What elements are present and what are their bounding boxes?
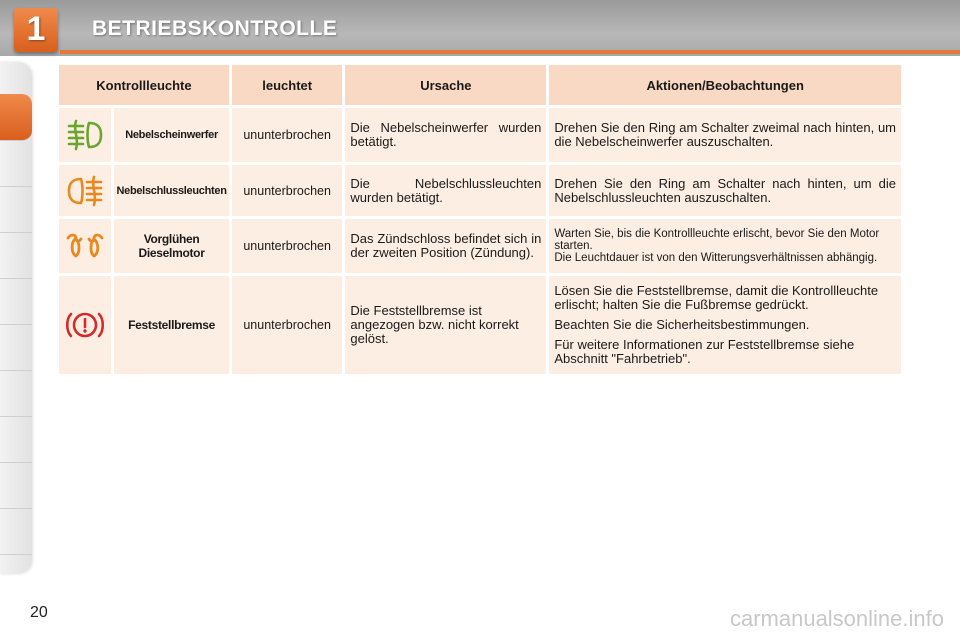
rear-fog-lamp-icon [59, 165, 111, 216]
row-cause: Die Nebelscheinwerfer wurden betätigt. [345, 108, 546, 162]
row-label: Nebelschlussleuchten [114, 165, 229, 216]
header-accent-line [60, 50, 960, 54]
row-label: Feststellbremse [114, 276, 229, 374]
table-header-row [59, 65, 901, 105]
row-cause: Die Nebelschlussleuchten wurden betätigt. [345, 165, 546, 216]
page-title: BETRIEBSKONTROLLE [92, 17, 338, 40]
row-label: Nebelscheinwerfer [114, 108, 229, 162]
chapter-tab [14, 8, 58, 52]
watermark: carmanualsonline.info [729, 606, 944, 631]
row-cause: Die Feststellbremse ist angezogen bzw. nicht korrekt gelöst. [345, 276, 546, 374]
column-header-ursache: Ursache [345, 65, 546, 105]
action-text: Lösen Sie die Feststellbremse, damit die Kontrollleuchte erlischt; halten Sie die Fußbremse gedrückt. [554, 283, 879, 312]
side-tab-rail [0, 62, 32, 574]
chapter-number: 1 [26, 10, 46, 48]
action-text: Die Leuchtdauer ist von den Witterungsverhältnissen abhängig. [554, 252, 878, 264]
side-tab[interactable] [0, 370, 32, 417]
row-lit-status: ununterbrochen [232, 276, 343, 374]
side-tab[interactable] [0, 324, 32, 371]
action-text: Drehen Sie den Ring am Schalter nach hinten, um die Nebelschlussleuchten auszuschalten. [554, 175, 896, 205]
front-fog-lamp-icon [59, 108, 111, 162]
warning-lights-table [56, 62, 904, 377]
side-tab[interactable] [0, 232, 32, 279]
glow-plug-icon [59, 219, 111, 273]
side-tab[interactable] [0, 186, 32, 233]
table-row [59, 276, 901, 374]
side-tab[interactable] [0, 278, 32, 325]
side-tab[interactable] [0, 462, 32, 509]
table-row [59, 108, 901, 162]
side-tab[interactable] [0, 416, 32, 463]
row-lit-status: ununterbrochen [232, 108, 343, 162]
row-action [549, 165, 901, 216]
row-lit-status: ununterbrochen [232, 219, 343, 273]
column-header-kontrollleuchte: Kontrollleuchte [59, 65, 229, 105]
side-tab-active[interactable] [0, 94, 32, 141]
action-text: Warten Sie, bis die Kontrollleuchte erlischt, bevor Sie den Motor starten. [554, 228, 880, 252]
column-header-aktionen: Aktionen/Beobachtungen [549, 65, 901, 105]
page-number: 20 [30, 604, 48, 621]
side-tab[interactable] [0, 140, 32, 187]
side-tab[interactable] [0, 508, 32, 555]
table-row [59, 219, 901, 273]
table-row [59, 165, 901, 216]
row-label: Vorglühen Dieselmotor [114, 219, 229, 273]
row-action [549, 276, 901, 374]
row-lit-status: ununterbrochen [232, 165, 343, 216]
action-text: Drehen Sie den Ring am Schalter zweimal nach hinten, um die Nebelscheinwerfer auszuschalten. [554, 120, 896, 149]
action-text: Für weitere Informationen zur Feststellbremse siehe Abschnitt "Fahrbetrieb". [554, 337, 855, 366]
row-cause: Das Zündschloss befindet sich in der zweiten Position (Zündung). [345, 219, 546, 273]
column-header-leuchtet: leuchtet [232, 65, 343, 105]
row-action [549, 108, 901, 162]
row-action [549, 219, 901, 273]
action-text: Beachten Sie die Sicherheitsbestimmungen. [554, 317, 810, 332]
parking-brake-icon [59, 276, 111, 374]
